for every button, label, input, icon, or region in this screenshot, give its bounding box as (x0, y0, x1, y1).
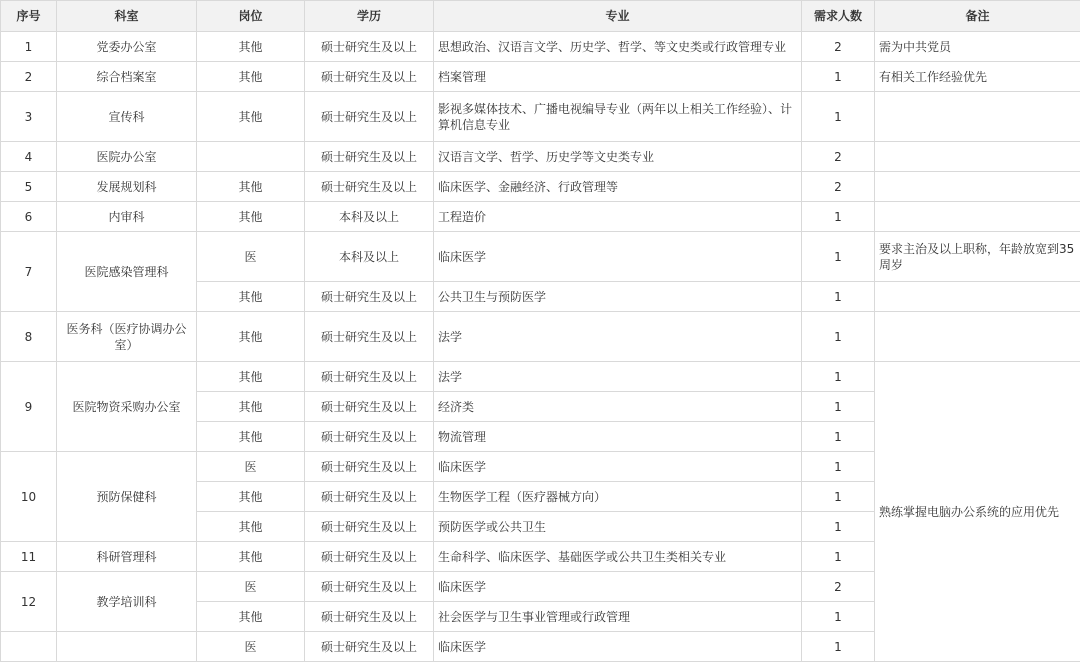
cell-count: 1 (802, 282, 875, 312)
cell-edu: 硕士研究生及以上 (305, 542, 434, 572)
header-edu: 学历 (305, 1, 434, 32)
cell-edu: 硕士研究生及以上 (305, 482, 434, 512)
cell-dept: 党委办公室 (57, 32, 197, 62)
cell-count: 1 (802, 422, 875, 452)
cell-major: 临床医学 (434, 632, 802, 662)
cell-major: 公共卫生与预防医学 (434, 282, 802, 312)
cell-count: 1 (802, 392, 875, 422)
cell-dept: 科研管理科 (57, 542, 197, 572)
cell-note (875, 282, 1080, 312)
header-major: 专业 (434, 1, 802, 32)
cell-count: 1 (802, 362, 875, 392)
cell-major: 经济类 (434, 392, 802, 422)
cell-edu: 硕士研究生及以上 (305, 172, 434, 202)
cell-note (875, 202, 1080, 232)
cell-major: 生命科学、临床医学、基础医学或公共卫生类相关专业 (434, 542, 802, 572)
cell-post: 医 (197, 572, 305, 602)
cell-edu: 硕士研究生及以上 (305, 62, 434, 92)
cell-count: 2 (802, 32, 875, 62)
cell-major: 临床医学 (434, 452, 802, 482)
cell-post: 其他 (197, 602, 305, 632)
cell-no: 11 (1, 542, 57, 572)
cell-major: 影视多媒体技术、广播电视编导专业（两年以上相关工作经验）、计算机信息专业 (434, 92, 802, 142)
cell-major: 预防医学或公共卫生 (434, 512, 802, 542)
table-row (1, 312, 1080, 362)
cell-note (875, 92, 1080, 142)
cell-dept: 发展规划科 (57, 172, 197, 202)
cell-note (875, 312, 1080, 362)
cell-major: 工程造价 (434, 202, 802, 232)
cell-note (875, 142, 1080, 172)
cell-dept: 医院物资采购办公室 (57, 362, 197, 452)
header-dept: 科室 (57, 1, 197, 32)
cell-dept: 教学培训科 (57, 572, 197, 632)
cell-note: 要求主治及以上职称，年龄放宽到35周岁 (875, 232, 1080, 282)
cell-count: 1 (802, 482, 875, 512)
table-row (1, 362, 1080, 392)
cell-major: 思想政治、汉语言文学、历史学、哲学、等文史类或行政管理专业 (434, 32, 802, 62)
cell-major: 物流管理 (434, 422, 802, 452)
cell-edu: 硕士研究生及以上 (305, 362, 434, 392)
cell-count: 2 (802, 142, 875, 172)
cell-major: 临床医学 (434, 232, 802, 282)
cell-no: 9 (1, 362, 57, 452)
cell-count: 1 (802, 312, 875, 362)
cell-edu: 硕士研究生及以上 (305, 452, 434, 482)
header-note: 备注 (875, 1, 1080, 32)
header-count: 需求人数 (802, 1, 875, 32)
cell-count: 1 (802, 452, 875, 482)
cell-major: 临床医学、金融经济、行政管理等 (434, 172, 802, 202)
cell-major: 临床医学 (434, 572, 802, 602)
table-row (1, 142, 1080, 172)
cell-post: 医 (197, 632, 305, 662)
cell-edu: 硕士研究生及以上 (305, 572, 434, 602)
cell-no: 4 (1, 142, 57, 172)
cell-edu: 本科及以上 (305, 202, 434, 232)
cell-no: 2 (1, 62, 57, 92)
cell-edu: 本科及以上 (305, 232, 434, 282)
cell-no: 7 (1, 232, 57, 312)
cell-dept: 宣传科 (57, 92, 197, 142)
cell-major: 法学 (434, 312, 802, 362)
header-no: 序号 (1, 1, 57, 32)
cell-dept: 综合档案室 (57, 62, 197, 92)
table-row (1, 62, 1080, 92)
cell-edu: 硕士研究生及以上 (305, 282, 434, 312)
cell-count: 1 (802, 92, 875, 142)
cell-count: 1 (802, 602, 875, 632)
cell-count: 1 (802, 542, 875, 572)
cell-post: 其他 (197, 202, 305, 232)
cell-post: 其他 (197, 312, 305, 362)
cell-dept (57, 632, 197, 662)
cell-dept: 医务科（医疗协调办公室） (57, 312, 197, 362)
cell-dept: 内审科 (57, 202, 197, 232)
cell-edu: 硕士研究生及以上 (305, 632, 434, 662)
cell-post: 其他 (197, 422, 305, 452)
cell-note: 有相关工作经验优先 (875, 62, 1080, 92)
cell-edu: 硕士研究生及以上 (305, 142, 434, 172)
table-row (1, 32, 1080, 62)
cell-count: 2 (802, 572, 875, 602)
cell-post: 其他 (197, 32, 305, 62)
cell-edu: 硕士研究生及以上 (305, 392, 434, 422)
cell-dept: 医院办公室 (57, 142, 197, 172)
cell-major: 汉语言文学、哲学、历史学等文史类专业 (434, 142, 802, 172)
cell-edu: 硕士研究生及以上 (305, 312, 434, 362)
cell-count: 2 (802, 172, 875, 202)
cell-count: 1 (802, 202, 875, 232)
cell-no (1, 632, 57, 662)
table-row (1, 172, 1080, 202)
cell-dept: 医院感染管理科 (57, 232, 197, 312)
cell-no: 1 (1, 32, 57, 62)
cell-no: 3 (1, 92, 57, 142)
cell-note: 需为中共党员 (875, 32, 1080, 62)
cell-post: 其他 (197, 392, 305, 422)
cell-count: 1 (802, 512, 875, 542)
cell-post: 其他 (197, 92, 305, 142)
cell-no: 6 (1, 202, 57, 232)
cell-major: 档案管理 (434, 62, 802, 92)
cell-post: 医 (197, 452, 305, 482)
cell-post: 其他 (197, 482, 305, 512)
table-row (1, 92, 1080, 142)
cell-major: 社会医学与卫生事业管理或行政管理 (434, 602, 802, 632)
cell-post: 其他 (197, 512, 305, 542)
cell-count: 1 (802, 232, 875, 282)
cell-post: 其他 (197, 62, 305, 92)
cell-no: 12 (1, 572, 57, 632)
cell-edu: 硕士研究生及以上 (305, 92, 434, 142)
header-row (1, 1, 1080, 32)
cell-note-merged: 熟练掌握电脑办公系统的应用优先 (875, 362, 1080, 662)
cell-no: 8 (1, 312, 57, 362)
header-post: 岗位 (197, 1, 305, 32)
cell-post: 医 (197, 232, 305, 282)
cell-major: 法学 (434, 362, 802, 392)
cell-count: 1 (802, 62, 875, 92)
cell-no: 5 (1, 172, 57, 202)
cell-post (197, 142, 305, 172)
cell-note (875, 172, 1080, 202)
cell-post: 其他 (197, 542, 305, 572)
cell-post: 其他 (197, 282, 305, 312)
cell-major: 生物医学工程（医疗器械方向） (434, 482, 802, 512)
cell-post: 其他 (197, 362, 305, 392)
cell-post: 其他 (197, 172, 305, 202)
cell-no: 10 (1, 452, 57, 542)
cell-edu: 硕士研究生及以上 (305, 512, 434, 542)
table-row (1, 232, 1080, 282)
cell-dept: 预防保健科 (57, 452, 197, 542)
cell-count: 1 (802, 632, 875, 662)
cell-edu: 硕士研究生及以上 (305, 422, 434, 452)
cell-edu: 硕士研究生及以上 (305, 32, 434, 62)
table-row (1, 202, 1080, 232)
cell-edu: 硕士研究生及以上 (305, 602, 434, 632)
